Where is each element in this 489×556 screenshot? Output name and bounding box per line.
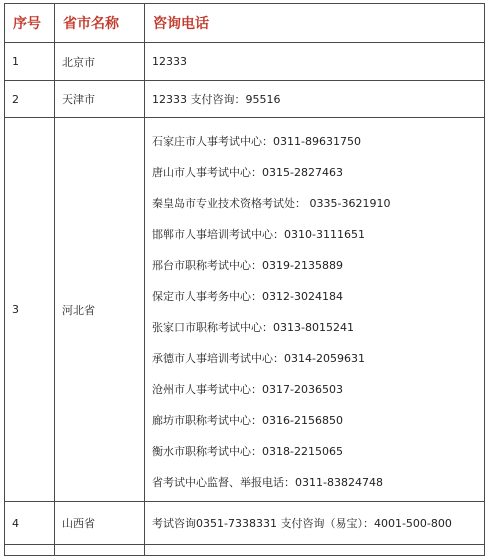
contact-item: 省考试中心监督、举报电话：0311-83824748 [152, 475, 383, 489]
contact-item: 廊坊市职称考试中心：0316-2156850 [152, 413, 343, 427]
table-row [5, 118, 485, 502]
header-region: 省市名称 [55, 4, 145, 43]
contact-item: 衡水市职称考试中心：0318-2215065 [152, 444, 343, 458]
row-contact-cell [145, 118, 485, 502]
contact-item: 唐山市人事考试中心：0315-2827463 [152, 165, 343, 179]
contact-item: 张家口市职称考试中心：0313-8015241 [152, 320, 354, 334]
contact-item: 承德市人事培训考试中心：0314-2059631 [152, 351, 365, 365]
row-index: 3 [5, 118, 55, 502]
contact-item: 石家庄市人事考试中心：0311-89631750 [152, 134, 361, 148]
row-region: 河北省 [55, 118, 145, 502]
row-region: 山西省 [55, 502, 145, 545]
contact-item: 秦皇岛市专业技术资格考试处： 0335-3621910 [152, 196, 391, 210]
row-phone-empty [145, 545, 485, 556]
row-region: 北京市 [55, 43, 145, 81]
header-index: 序号 [5, 4, 55, 43]
table-row [5, 81, 485, 118]
row-region: 天津市 [55, 81, 145, 118]
row-index: 4 [5, 502, 55, 545]
table-header-row [5, 4, 485, 43]
row-index-empty [5, 545, 55, 556]
table-row [5, 502, 485, 545]
contact-list [152, 122, 477, 498]
row-phone: 12333 支付咨询：95516 [145, 81, 485, 118]
table-row-partial [5, 545, 485, 556]
row-index: 1 [5, 43, 55, 81]
row-phone: 考试咨询0351-7338331 支付咨询（易宝）：4001-500-800 [145, 502, 485, 545]
contact-item: 保定市人事考务中心：0312-3024184 [152, 289, 343, 303]
contact-item: 邯郸市人事培训考试中心：0310-3111651 [152, 227, 365, 241]
contact-item: 沧州市人事考试中心：0317-2036503 [152, 382, 343, 396]
row-phone: 12333 [145, 43, 485, 81]
row-region-empty [55, 545, 145, 556]
row-index: 2 [5, 81, 55, 118]
exam-contact-table [4, 3, 485, 556]
table-row [5, 43, 485, 81]
header-phone: 咨询电话 [145, 4, 485, 43]
contact-item: 邢台市职称考试中心：0319-2135889 [152, 258, 343, 272]
